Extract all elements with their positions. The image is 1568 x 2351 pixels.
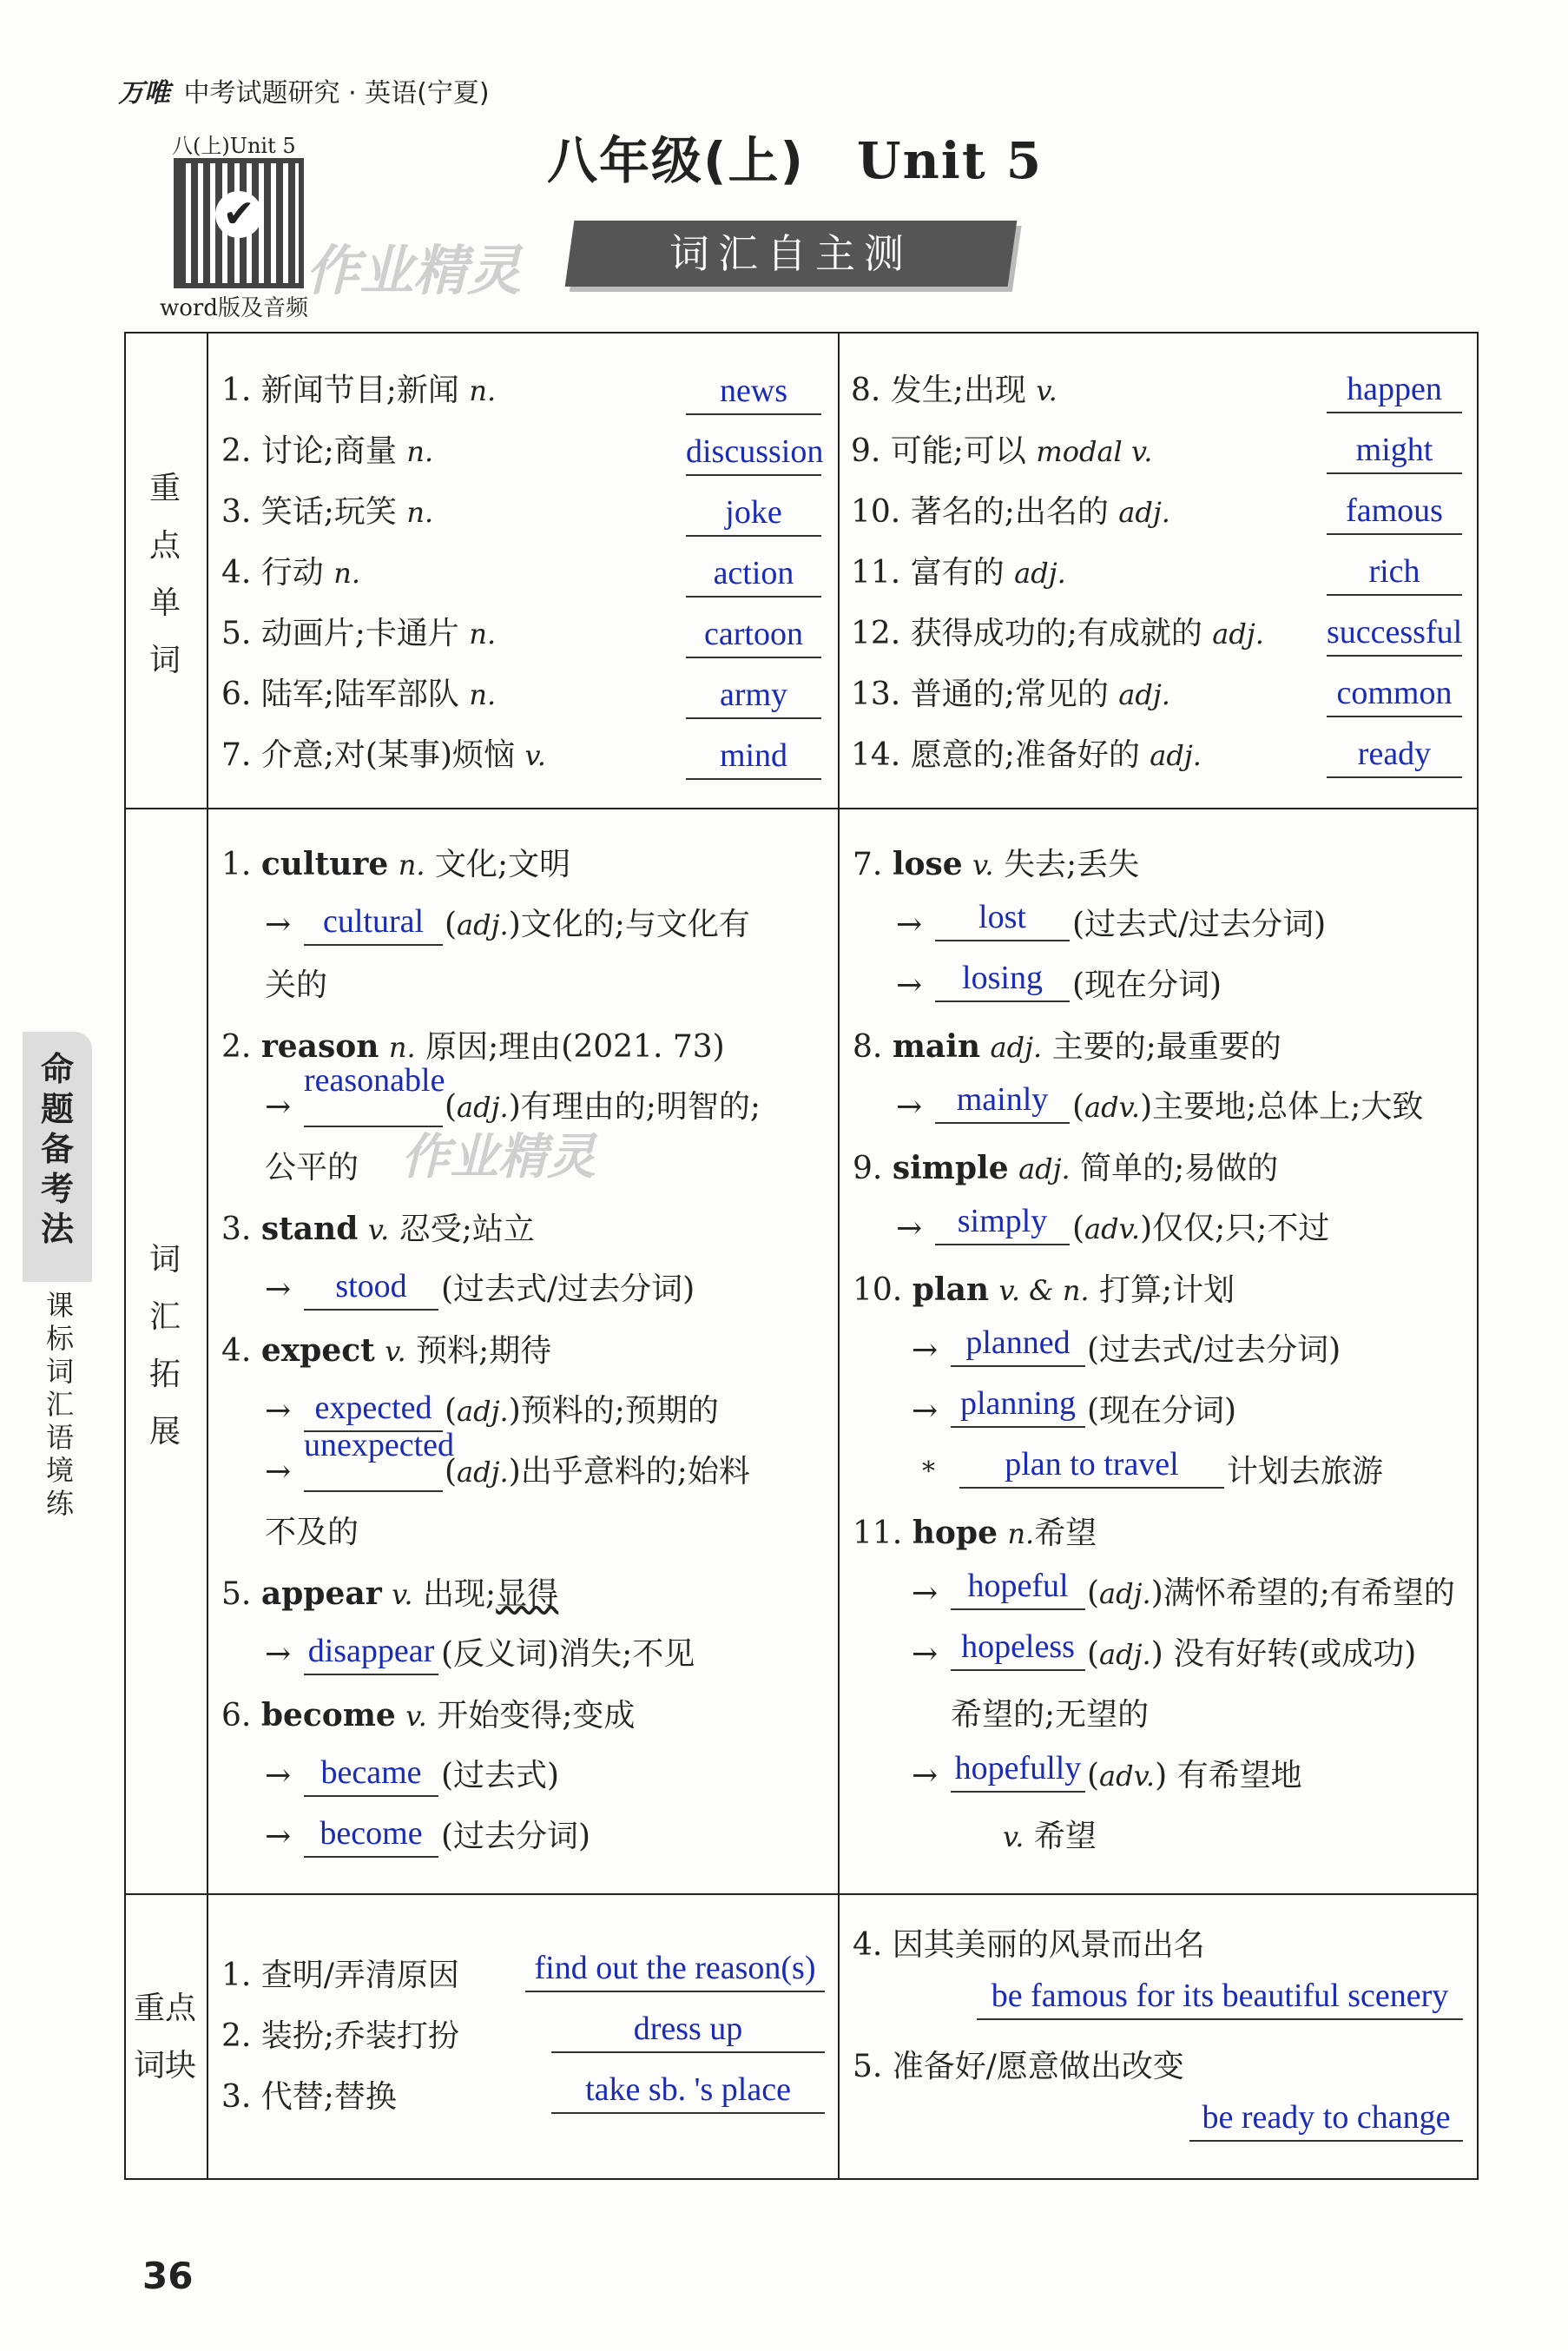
list-item: 12. 获得成功的;有成就的 adj. successful (851, 608, 1472, 669)
check-icon: ✔ (215, 191, 262, 238)
answer-field[interactable]: unexpected (304, 1426, 443, 1492)
list-item: 13. 普通的;常见的 adj. common (851, 669, 1472, 730)
answer-field[interactable]: ready (1327, 731, 1462, 778)
qr-label: 八(上)Unit 5 (172, 134, 296, 158)
list-item: 9. simple adj. 简单的;易做的 (853, 1150, 1279, 1186)
answer-field[interactable]: expected (304, 1385, 443, 1432)
answer-field[interactable]: stood (304, 1264, 438, 1311)
answer-field[interactable]: happen (1327, 367, 1462, 413)
answer-field[interactable]: cartoon (686, 611, 821, 658)
qr-footer: word版及音频 (160, 295, 308, 321)
list-item: 2. 装扮;乔装打扮 (221, 2018, 459, 2054)
title-grade: 八年级(上) (547, 131, 806, 190)
title-unit: Unit 5 (857, 131, 1044, 190)
answer-field[interactable]: be ready to change (1189, 2095, 1463, 2142)
list-item: 2. 讨论;商量 n. discussion (221, 426, 829, 486)
list-item: 5. 动画片;卡通片 n. cartoon (221, 608, 829, 669)
answer-field[interactable]: discussion (686, 429, 821, 476)
list-item: 14. 愿意的;准备好的 adj. ready (851, 730, 1472, 790)
answer-field[interactable]: became (304, 1750, 438, 1797)
answer-field[interactable]: hopeful (951, 1563, 1085, 1610)
answer-field[interactable]: become (304, 1811, 438, 1858)
list-item: 4. 行动 n. action (221, 547, 829, 608)
brand-logo: 万唯 (118, 78, 170, 109)
key-words-left (221, 365, 829, 790)
list-item: 7. 介意;对(某事)烦恼 v. mind (221, 730, 829, 790)
side-tab: 命题备考法 (23, 1032, 92, 1282)
answer-field[interactable]: be famous for its beautiful scenery (977, 1973, 1463, 2020)
page-header (118, 71, 490, 109)
list-item: 4. 因其美丽的风景而出名 (853, 1927, 1205, 1963)
page-title (547, 120, 1043, 193)
list-item: 8. 发生;出现 v. happen (851, 365, 1472, 426)
watermark: 作业精灵 (306, 239, 522, 302)
section-label-expansion: 词汇拓展 (148, 1242, 181, 1450)
side-subtitle: 课标词汇语境练 (45, 1289, 74, 1520)
list-item: 3. 代替;替换 (221, 2079, 397, 2115)
list-item: 1. 新闻节目;新闻 n. news (221, 365, 829, 426)
section-banner: 词汇自主测 (565, 221, 1018, 287)
divider (124, 1893, 1479, 1895)
answer-field[interactable]: planned (951, 1320, 1085, 1367)
answer-field[interactable]: action (686, 551, 821, 598)
answer-field[interactable]: might (1327, 427, 1462, 474)
answer-field[interactable]: army (686, 672, 821, 719)
answer-field[interactable]: simply (935, 1199, 1070, 1245)
list-item: 5. 准备好/愿意做出改变 (853, 2049, 1184, 2084)
list-item: 8. main adj. 主要的;最重要的 (853, 1028, 1281, 1065)
list-item: 10. plan v. & n. 打算;计划 (853, 1271, 1235, 1308)
answer-field[interactable]: reasonable (304, 1061, 443, 1127)
list-item: 10. 著名的;出名的 adj. famous (851, 486, 1472, 547)
answer-field[interactable]: news (686, 368, 821, 415)
answer-field[interactable]: mainly (935, 1077, 1070, 1124)
header-text: 中考试题研究 · 英语(宁夏) (183, 78, 490, 109)
list-item: 1. 查明/弄清原因 (221, 1958, 459, 1993)
list-item: 3. 笑话;玩笑 n. joke (221, 486, 829, 547)
answer-field[interactable]: common (1327, 670, 1462, 717)
page-number: 36 (142, 2255, 194, 2297)
list-item: 6. become v. 开始变得;变成 (221, 1697, 636, 1734)
answer-field[interactable]: joke (686, 490, 821, 537)
list-item: 6. 陆军;陆军部队 n. army (221, 669, 829, 730)
answer-field[interactable]: plan to travel (959, 1442, 1224, 1489)
answer-field[interactable]: disappear (304, 1628, 438, 1675)
list-item: 5. appear v. 出现;显得 (221, 1575, 559, 1612)
divider (838, 332, 840, 2180)
divider (207, 332, 208, 2180)
answer-field[interactable]: hopeless (951, 1624, 1085, 1671)
answer-field[interactable]: losing (935, 955, 1070, 1002)
answer-field[interactable]: hopefully (951, 1746, 1085, 1793)
answer-field[interactable]: cultural (304, 899, 443, 946)
list-item: 7. lose v. 失去;丢失 (853, 846, 1140, 882)
watermark: 作业精灵 (401, 1129, 596, 1185)
list-item: 4. expect v. 预料;期待 (221, 1332, 552, 1369)
answer-field[interactable]: take sb. 's place (551, 2067, 825, 2114)
list-item: 11. hope n.希望 (853, 1515, 1097, 1551)
divider (124, 808, 1479, 809)
list-item: 11. 富有的 adj. rich (851, 547, 1472, 608)
answer-field[interactable]: mind (686, 733, 821, 780)
answer-field[interactable]: famous (1327, 488, 1462, 535)
answer-field[interactable]: find out the reason(s) (525, 1945, 825, 1992)
list-item: 2. reason n. 原因;理由(2021. 73) (221, 1028, 725, 1065)
answer-field[interactable]: dress up (551, 2006, 825, 2053)
key-words-right (851, 365, 1472, 790)
list-item: 1. culture n. 文化;文明 (221, 846, 571, 882)
section-label-phrases: 重点词块 (133, 1991, 196, 2084)
answer-field[interactable]: successful (1327, 610, 1462, 657)
section-label-words: 重点单词 (148, 471, 181, 678)
list-item: 9. 可能;可以 modal v. might (851, 426, 1472, 486)
answer-field[interactable]: rich (1327, 549, 1462, 596)
answer-field[interactable]: lost (935, 895, 1070, 941)
list-item: 3. stand v. 忍受;站立 (221, 1211, 535, 1247)
answer-field[interactable]: planning (951, 1381, 1085, 1428)
